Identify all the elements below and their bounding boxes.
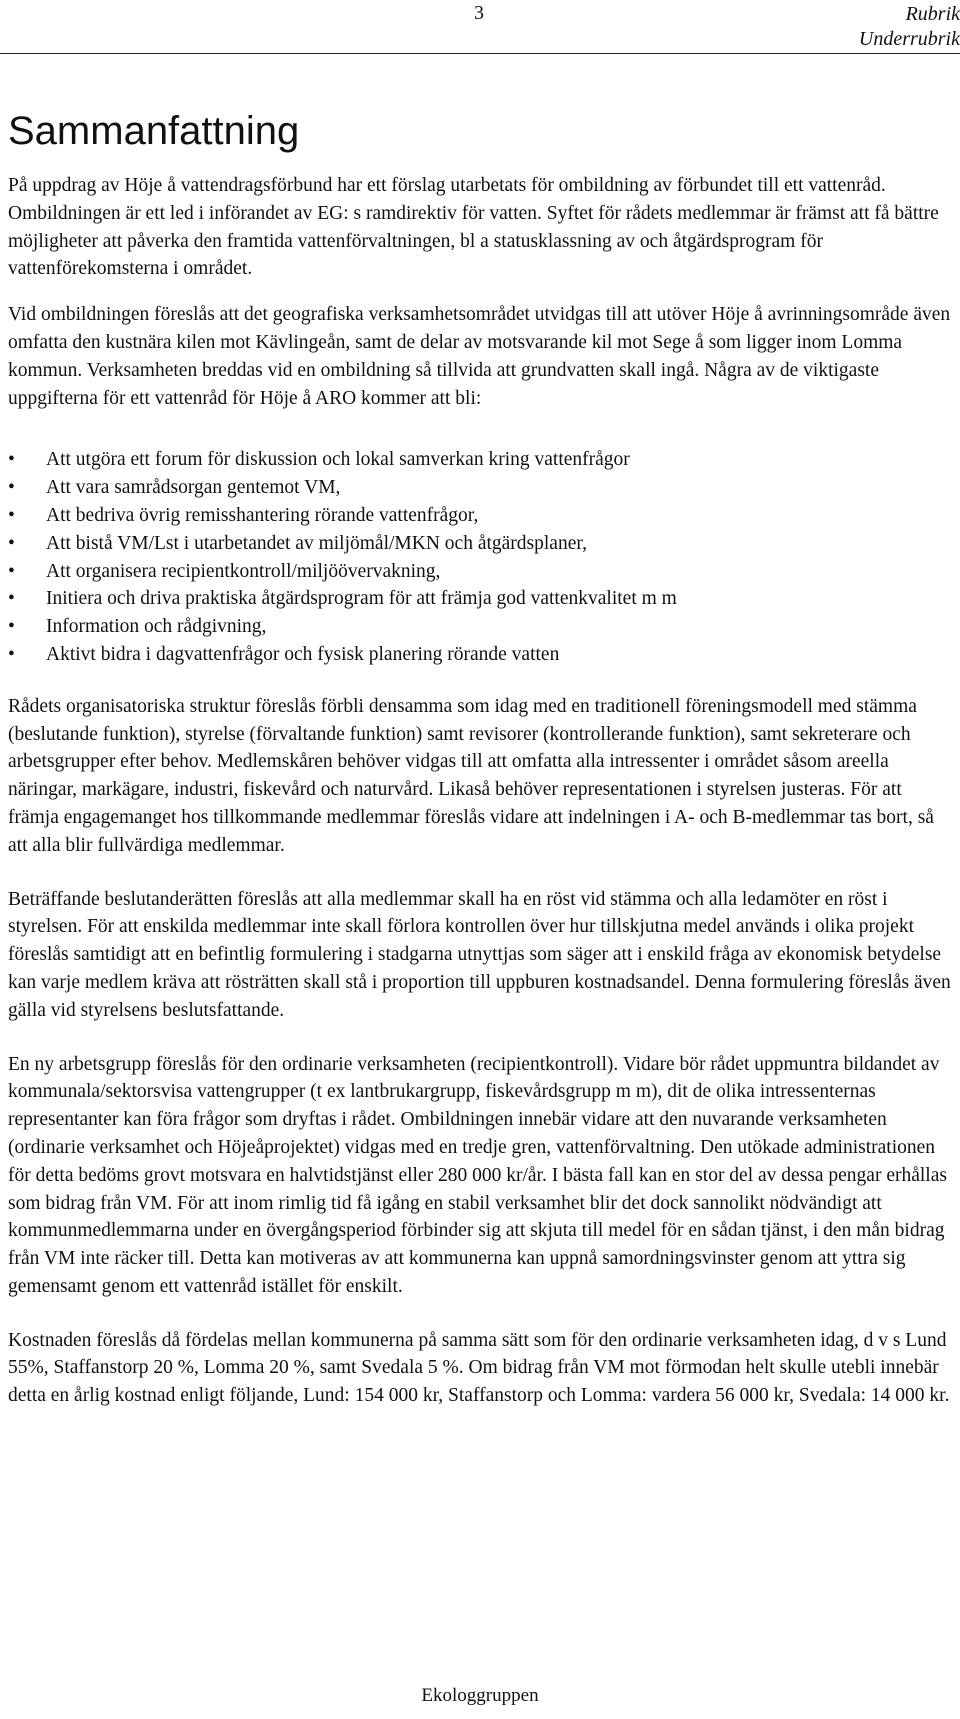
list-item-text: Att bistå VM/Lst i utarbetandet av miljömål/MKN och åtgärdsplaner, (46, 532, 587, 554)
list-item (8, 585, 953, 613)
list-item (8, 558, 953, 586)
running-head-title: Rubrik (905, 3, 960, 25)
page-footer: Ekologgruppen (421, 1685, 539, 1706)
task-list (8, 446, 953, 668)
bullet-icon: • (8, 532, 15, 554)
bullet-icon: • (8, 560, 15, 582)
list-item-text: Initiera och driva praktiska åtgärdsprogram för att främja god vattenkvalitet m m (46, 588, 677, 610)
paragraph: På uppdrag av Höje å vattendragsförbund har ett förslag utarbetats för ombildning av förbundet till ett vattenråd. Ombildningen är ett led i införandet av EG: s ramdirektiv för vatten. Syftet för rådets medlemmar är främst att få bättre möjligheter att påverka den framtida vattenförvaltningen, bl a statusklassning av och åtgärdsprogram för vattenförekomsterna i området. (8, 175, 939, 280)
list-item-text: Aktivt bidra i dagvattenfrågor och fysisk planering rörande vatten (46, 643, 560, 665)
list-item (8, 530, 953, 558)
bullet-icon: • (8, 477, 15, 499)
list-item (8, 502, 953, 530)
bullet-icon: • (8, 449, 15, 471)
list-item (8, 474, 953, 502)
paragraph: Beträffande beslutanderätten föreslås att alla medlemmar skall ha en röst vid stämma och alla ledamöter en röst i styrelsen. För att enskilda medlemmar inte skall förlora kontrollen över hur tillskjutna medel används i olika projekt föreslås samtidigt att en befintlig formulering i stadgarna utnyttjas som säger att i enskild fråga av ekonomisk betydelse kan varje medlem kräva att rösträtten skall stå i proportion till uppburen kostnadsandel. Denna formulering föreslås även gälla vid styrelsens beslutsfattande. (8, 888, 951, 1021)
bullet-icon: • (8, 588, 15, 610)
page-number: 3 (474, 2, 484, 24)
list-item-text: Att bedriva övrig remisshantering rörande vattenfrågor, (46, 504, 479, 526)
bullet-icon: • (8, 616, 15, 638)
list-item (8, 641, 953, 669)
running-head (760, 2, 960, 52)
paragraph: Kostnaden föreslås då fördelas mellan kommunerna på samma sätt som för den ordinarie verksamheten idag, d v s Lund 55%, Staffanstorp 20 %, Lomma 20 %, samt Svedala 5 %. Om bidrag från VM mot förmodan helt skulle utebli innebär detta en årlig kostnad enligt följande, Lund: 154 000 kr, Staffanstorp och Lomma: vardera 56 000 kr, Svedala: 14 000 kr. (8, 1329, 950, 1407)
list-item-text: Att vara samrådsorgan gentemot VM, (46, 477, 341, 499)
list-item (8, 613, 953, 641)
header-rule (0, 53, 960, 54)
running-head-subtitle: Underrubrik (858, 28, 960, 50)
paragraph: Vid ombildningen föreslås att det geografiska verksamhetsområdet utvidgas till att utöver Höje å avrinningsområde även omfatta den kustnära kilen mot Kävlingeån, samt de delar av motsvarande kil mot Sege å som ligger inom Lomma kommun. Verksamheten breddas vid en ombildning så tillvida att grundvatten skall ingå. Några av de viktigaste uppgifterna för ett vattenråd för Höje å ARO kommer att bli: (8, 304, 951, 409)
section-title: Sammanfattning (8, 109, 300, 153)
list-item-text: Information och rådgivning, (46, 616, 267, 638)
paragraph: En ny arbetsgrupp föreslås för den ordinarie verksamheten (recipientkontroll). Vidare bör rådet uppmuntra bildandet av kommunala/sektorsvisa vattengrupper (t ex lantbrukargrupp, fiskevårdsgrupp m m), dit de olika intressenternas representanter kan föra frågor som dryftas i rådet. Ombildningen innebär vidare att den nuvarande verksamheten (ordinarie verksamhet och Höjeåprojektet) vidgas med en tredje gren, vattenförvaltning. Den utökade administrationen för detta bedöms grovt motsvara en halvtidstjänst eller 280 000 kr/år. I bästa fall kan en stor del av dessa pengar erhållas som bidrag från VM. För att inom rimlig tid få igång en stabil verksamhet blir det dock sannolikt nödvändigt att kommunmedlemmarna under en övergångsperiod förbinder sig att skjuta till medel för en sådan tjänst, i den mån bidrag från VM inte räcker till. Detta kan motiveras av att kommunerna kan uppnå samordningsvinster genom att yttra sig gemensamt genom ett vattenråd istället för enskilt. (8, 1053, 947, 1297)
list-item-text: Att organisera recipientkontroll/miljöövervakning, (46, 560, 441, 582)
list-item-text: Att utgöra ett forum för diskussion och lokal samverkan kring vattenfrågor (46, 449, 630, 471)
bullet-icon: • (8, 643, 15, 665)
list-item (8, 446, 953, 474)
paragraph: Rådets organisatoriska struktur föreslås förbli densamma som idag med en traditionell föreningsmodell med stämma (beslutande funktion), styrelse (förvaltande funktion) samt revisorer (kontrollerande funktion), samt sekreterare och arbetsgrupper efter behov. Medlemskåren behöver vidgas till att omfatta alla intressenter i området såsom areella näringar, markägare, industri, fiskevård och naturvård. Likaså behöver representationen i styrelsen justeras. För att främja engagemanget hos tillkommande medlemmar föreslås vidare att indelningen i A- och B-medlemmar tas bort, så att alla blir fullvärdiga medlemmar. (8, 695, 934, 856)
document-body (8, 108, 953, 1436)
bullet-icon: • (8, 504, 15, 526)
